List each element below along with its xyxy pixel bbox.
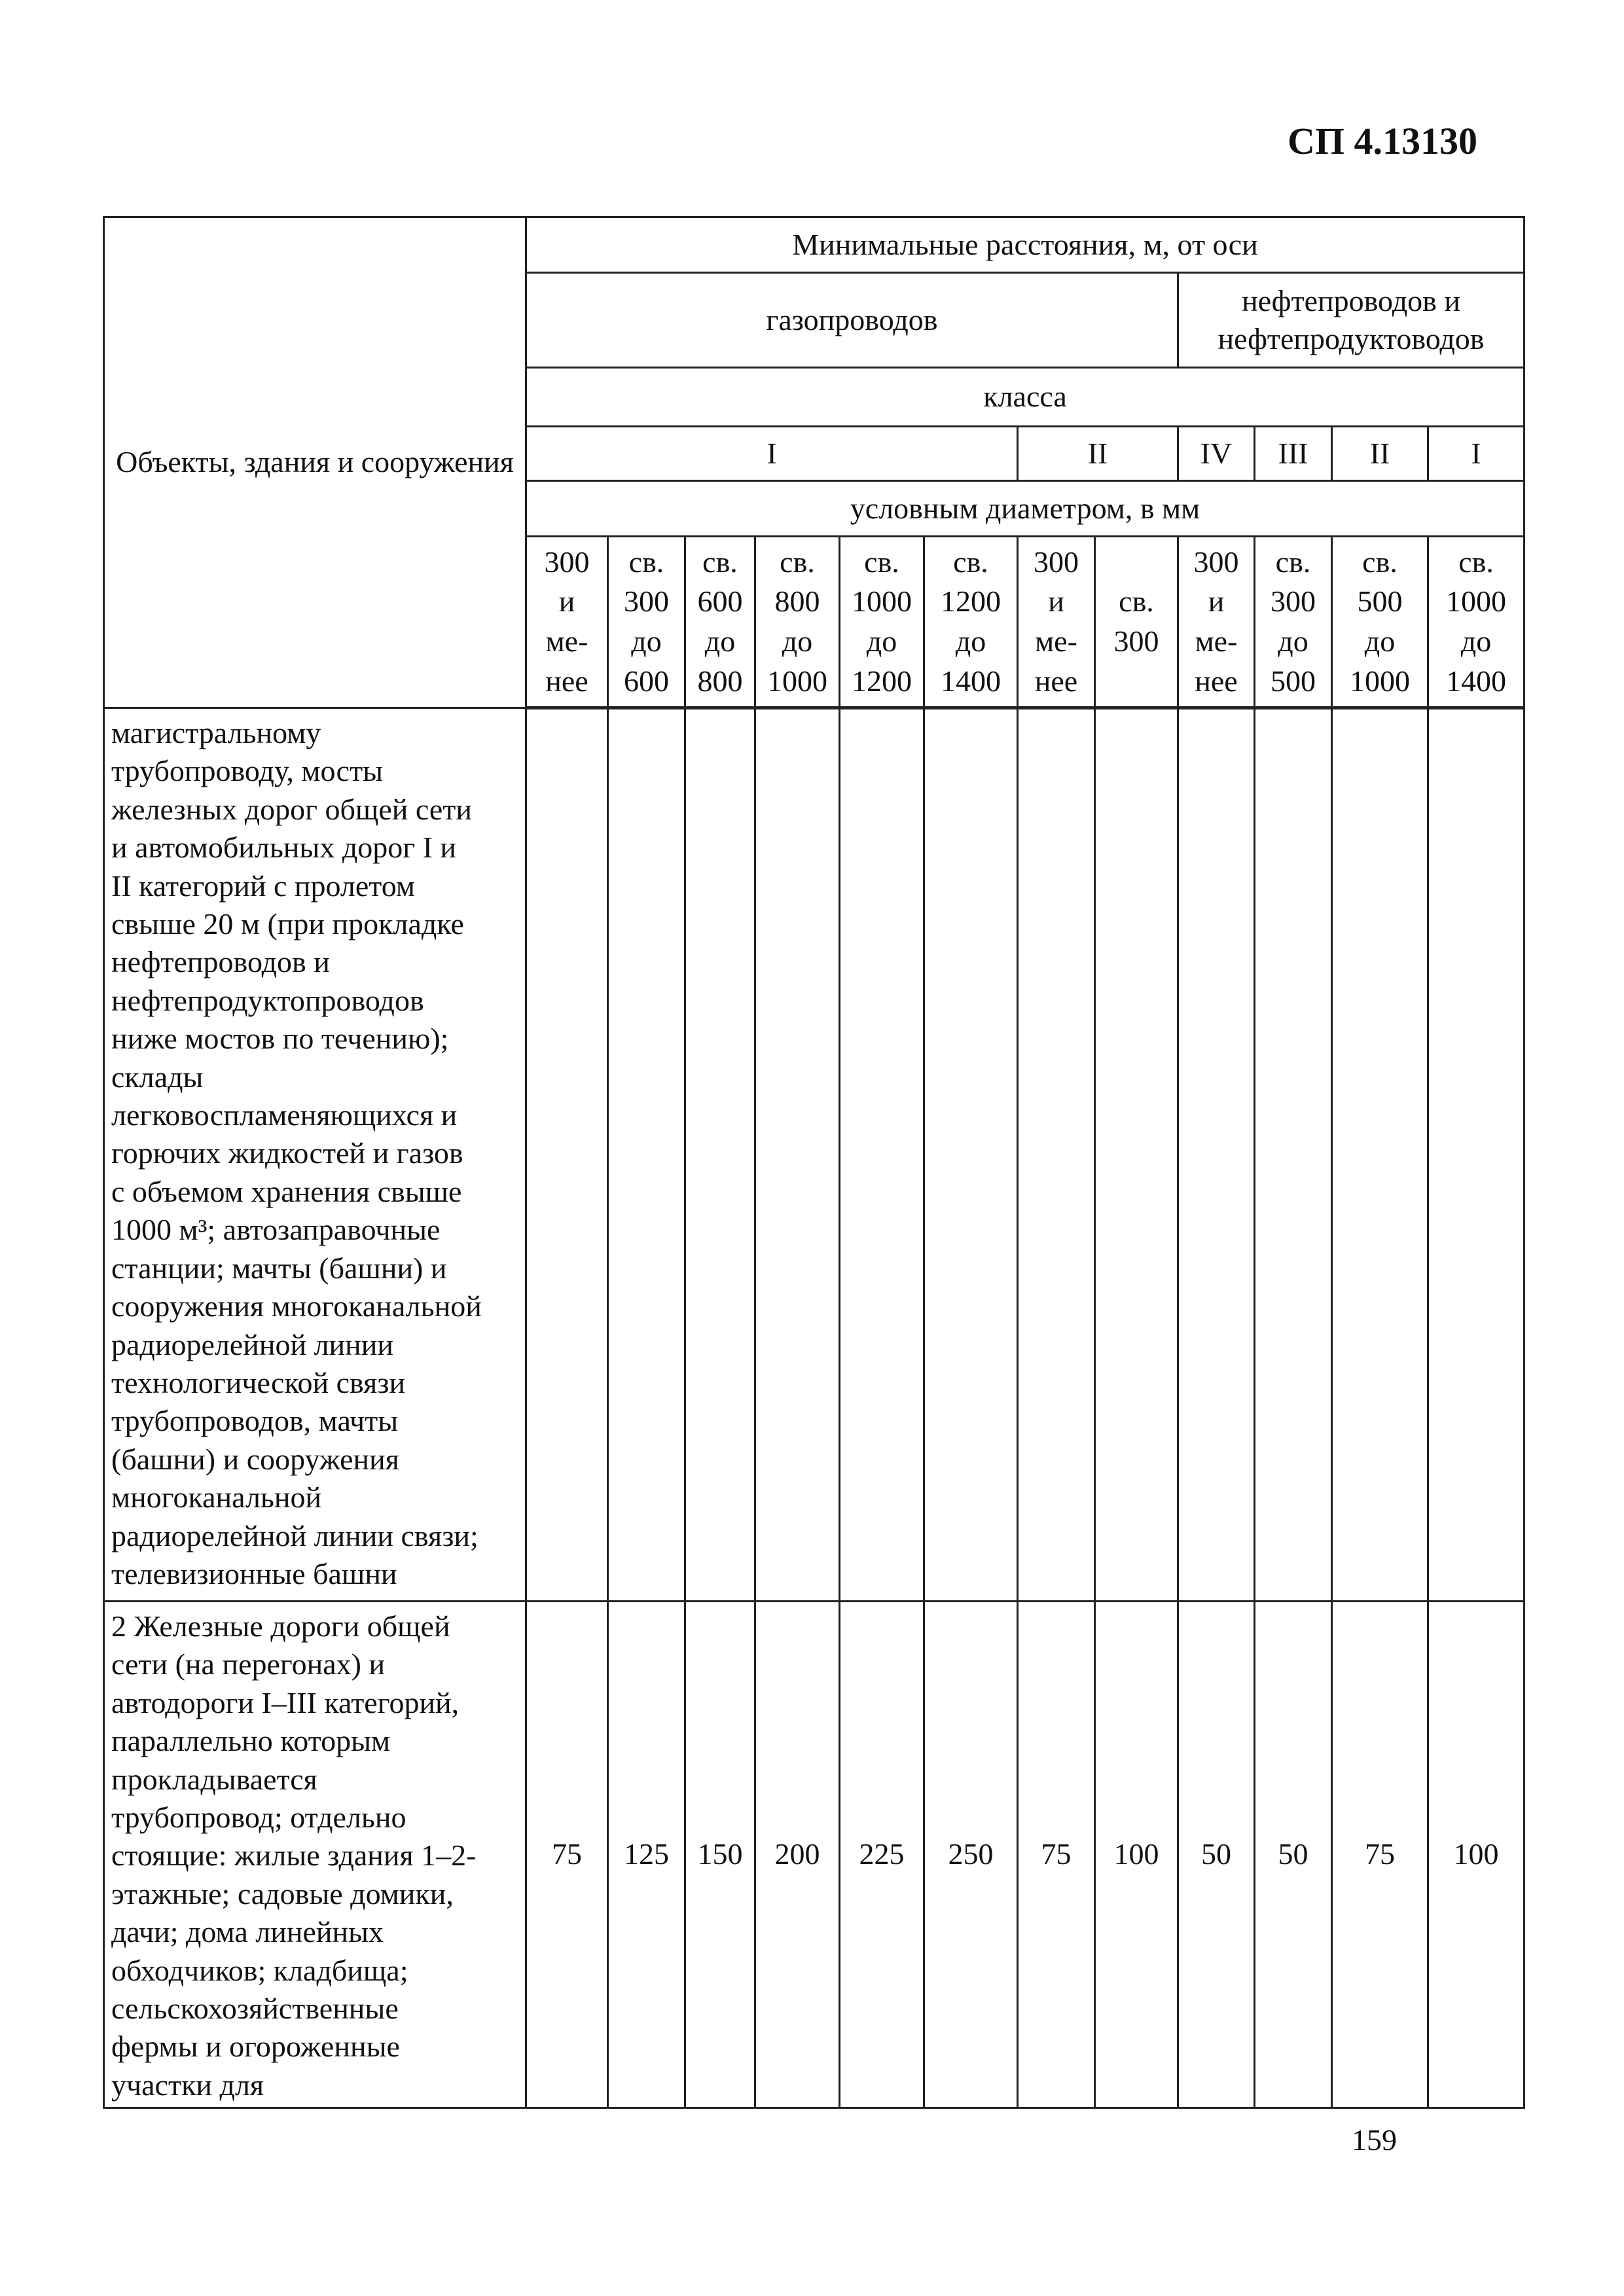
- document-code: СП 4.13130: [1288, 120, 1477, 162]
- value-cell: [755, 708, 840, 1602]
- row-2-description: 2 Железные дороги общей сети (на перегонах) и автодороги I–III категорий, параллельно которым прокладывается трубопровод; отдельно стоящие: жилые здания 1–2- этажные; садовые домики, дачи; дома линейных обходчиков; кладбища; сельскохозяйственные фермы и огороженные участки для: [104, 1602, 526, 2108]
- class-cell: II: [1018, 427, 1178, 481]
- value-cell: [1178, 708, 1255, 1602]
- objects-header: Объекты, здания и сооружения: [116, 445, 514, 479]
- value-cell: [1255, 708, 1332, 1602]
- row-1-description: магистральному трубопроводу, мосты железных дорог общей сети и автомобильных дорог I и II категорий с пролетом свыше 20 м (при прокладке нефтепроводов и нефтепродуктопроводов ниже мостов по течению); склады легковоспламеняющихся и горючих жидкостей и газов с объемом хранения свыше 1000 м³; автозаправочные станции; мачты (башни) и сооружения многоканальной радиорелейной линии технологической связи трубопроводов, мачты (башни) и сооружения многоканальной радиорелейной линии связи; телевизионные башни: [104, 708, 526, 1602]
- class-header: класса: [526, 368, 1525, 427]
- value-cell: [1428, 708, 1525, 1602]
- diameter-cell: св. 300 до 600: [608, 537, 685, 708]
- class-cell: I: [526, 427, 1018, 481]
- value-cell: 75: [1332, 1602, 1428, 2108]
- value-cell: [685, 708, 755, 1602]
- value-cell: 50: [1178, 1602, 1255, 2108]
- value-cell: [1332, 708, 1428, 1602]
- class-cell: IV: [1178, 427, 1255, 481]
- diameter-cell: св. 600 до 800: [685, 537, 755, 708]
- value-cell: [526, 708, 608, 1602]
- value-cell: 225: [840, 1602, 924, 2108]
- value-cell: [924, 708, 1018, 1602]
- value-cell: 200: [755, 1602, 840, 2108]
- diameter-cell: св. 1000 до 1200: [840, 537, 924, 708]
- diameter-cell: 300 и ме- нее: [1018, 537, 1095, 708]
- page-number: 159: [1352, 2123, 1397, 2157]
- min-distances-header: Минимальные расстояния, м, от оси: [526, 217, 1525, 273]
- value-cell: [1095, 708, 1178, 1602]
- diameter-cell: св. 300 до 500: [1255, 537, 1332, 708]
- diameter-cell: св. 1000 до 1400: [1428, 537, 1525, 708]
- objects-header-cell: [104, 217, 526, 708]
- class-cell: III: [1255, 427, 1332, 481]
- oil-pipelines-header: нефтепроводов и нефтепродуктоводов: [1178, 273, 1525, 368]
- value-cell: [840, 708, 924, 1602]
- value-cell: [608, 708, 685, 1602]
- diameter-cell: 300 и ме- нее: [526, 537, 608, 708]
- diameter-cell: 300 и ме- нее: [1178, 537, 1255, 708]
- value-cell: 50: [1255, 1602, 1332, 2108]
- diameter-cell: св. 800 до 1000: [755, 537, 840, 708]
- diameter-cell: св. 500 до 1000: [1332, 537, 1428, 708]
- class-cell: I: [1428, 427, 1525, 481]
- distances-table: [103, 216, 1525, 2109]
- value-cell: 100: [1428, 1602, 1525, 2108]
- diameter-header: условным диаметром, в мм: [526, 481, 1525, 537]
- value-cell: 125: [608, 1602, 685, 2108]
- gas-pipelines-header: газопроводов: [526, 273, 1178, 368]
- value-cell: 250: [924, 1602, 1018, 2108]
- value-cell: [1018, 708, 1095, 1602]
- value-cell: 100: [1095, 1602, 1178, 2108]
- value-cell: 75: [526, 1602, 608, 2108]
- value-cell: 75: [1018, 1602, 1095, 2108]
- diameter-cell: св. 300: [1095, 537, 1178, 708]
- class-cell: II: [1332, 427, 1428, 481]
- diameter-cell: св. 1200 до 1400: [924, 537, 1018, 708]
- value-cell: 150: [685, 1602, 755, 2108]
